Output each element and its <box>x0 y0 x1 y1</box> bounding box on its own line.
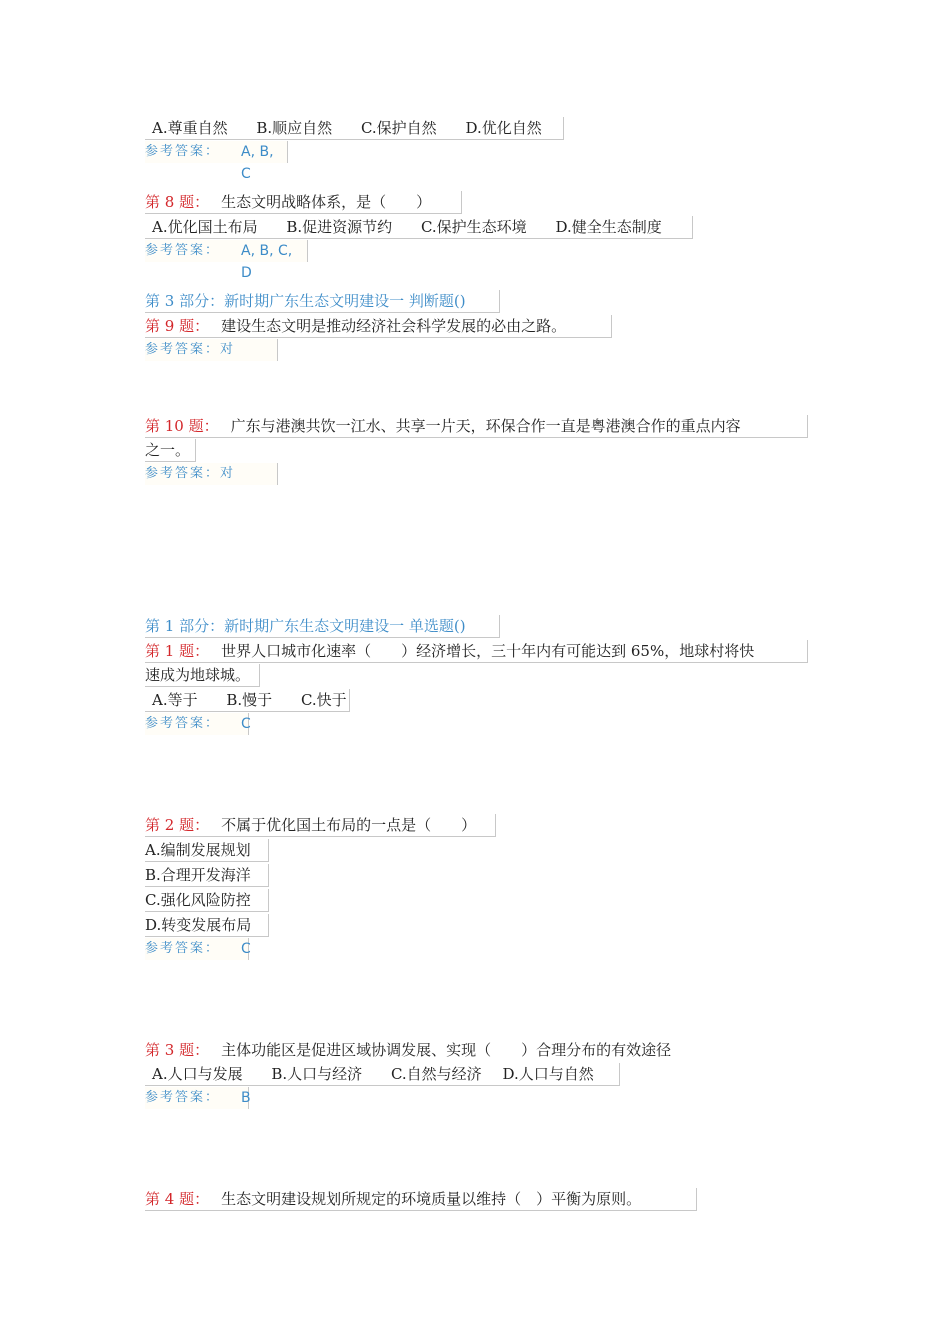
q7-answer <box>145 141 288 182</box>
q2-option-b: B.合理开发海洋 <box>145 864 269 887</box>
question-number: 第 3 题： <box>145 1041 210 1059</box>
q3-option-c: C.自然与经济 <box>390 1065 482 1083</box>
question-text: 主体功能区是促进区域协调发展、实现（ ）合理分布的有效途径 <box>221 1041 672 1059</box>
q4-question <box>145 1188 697 1211</box>
answer-label: 参考答案： <box>145 716 221 731</box>
part1-heading: 第 1 部分：新时期广东生态文明建设一 单选题() <box>145 615 500 638</box>
q1-options <box>145 689 350 712</box>
q8-option-d: D.健全生态制度 <box>555 218 662 236</box>
answer-label: 参考答案： <box>145 243 221 258</box>
answer-value: C <box>241 716 251 732</box>
q8-answer <box>145 240 308 281</box>
q3-option-b: B.人口与经济 <box>271 1065 363 1083</box>
answer-value: A, B, C, D <box>241 243 293 281</box>
question-text: 不属于优化国土布局的一点是（ ） <box>221 816 477 834</box>
question-number: 第 8 题： <box>145 193 210 211</box>
answer-label: 参考答案： <box>145 144 221 159</box>
q1-option-a: A.等于 <box>152 691 198 709</box>
q3-options <box>145 1063 620 1086</box>
question-number: 第 1 题： <box>145 642 210 660</box>
q8-options <box>145 216 693 239</box>
question-number: 第 9 题： <box>145 317 210 335</box>
q8-question <box>145 191 462 214</box>
question-text: 广东与港澳共饮一江水、共享一片天，环保合作一直是粤港澳合作的重点内容 <box>230 417 741 435</box>
q8-option-c: C.保护生态环境 <box>420 218 527 236</box>
question-text: 生态文明战略体系，是（ ） <box>221 193 432 211</box>
q7-option-b: B.顺应自然 <box>256 119 333 137</box>
answer-label: 参考答案： <box>145 1090 221 1105</box>
q7-option-a: A.尊重自然 <box>152 119 228 137</box>
answer-value: A, B, C <box>241 144 274 182</box>
question-number: 第 4 题： <box>145 1190 210 1208</box>
q2-option-c: C.强化风险防控 <box>145 889 269 912</box>
q1-question-line1 <box>145 640 808 663</box>
answer-label: 参考答案： <box>145 941 221 956</box>
q2-answer <box>145 938 249 960</box>
q9-question <box>145 315 612 338</box>
question-number: 第 2 题： <box>145 816 210 834</box>
q10-answer <box>145 463 278 485</box>
q1-option-b: B.慢于 <box>226 691 273 709</box>
question-number: 第 10 题： <box>145 417 219 435</box>
part3-heading: 第 3 部分：新时期广东生态文明建设一 判断题() <box>145 290 500 313</box>
answer-value: C <box>241 941 251 957</box>
q1-option-c: C.快于 <box>300 691 347 709</box>
question-text: 世界人口城市化速率（ ）经济增长，三十年内有可能达到 65%，地球村将快 <box>221 642 755 660</box>
question-text: 建设生态文明是推动经济社会科学发展的必由之路。 <box>221 317 567 335</box>
q10-question-line2: 之一。 <box>145 439 196 462</box>
answer-value: B <box>241 1090 251 1106</box>
q10-question-line1 <box>145 415 808 438</box>
q1-question-line2: 速成为地球城。 <box>145 664 260 687</box>
q1-answer <box>145 713 249 735</box>
q3-answer <box>145 1087 249 1109</box>
q8-option-b: B.促进资源节约 <box>286 218 393 236</box>
q2-option-d: D.转变发展布局 <box>145 914 269 937</box>
q2-question <box>145 814 496 837</box>
q8-option-a: A.优化国土布局 <box>152 218 258 236</box>
q7-options <box>145 117 564 140</box>
q7-option-d: D.优化自然 <box>465 119 542 137</box>
q9-answer <box>145 339 278 361</box>
answer-label: 参考答案：对 <box>145 342 236 357</box>
q2-option-a: A.编制发展规划 <box>145 839 269 862</box>
q7-option-c: C.保护自然 <box>360 119 437 137</box>
answer-label: 参考答案：对 <box>145 466 236 481</box>
question-text: 生态文明建设规划所规定的环境质量以维持（ ）平衡为原则。 <box>221 1190 642 1208</box>
q3-option-a: A.人口与发展 <box>152 1065 243 1083</box>
q3-question <box>145 1039 671 1061</box>
q3-option-d: D.人口与自然 <box>502 1065 594 1083</box>
